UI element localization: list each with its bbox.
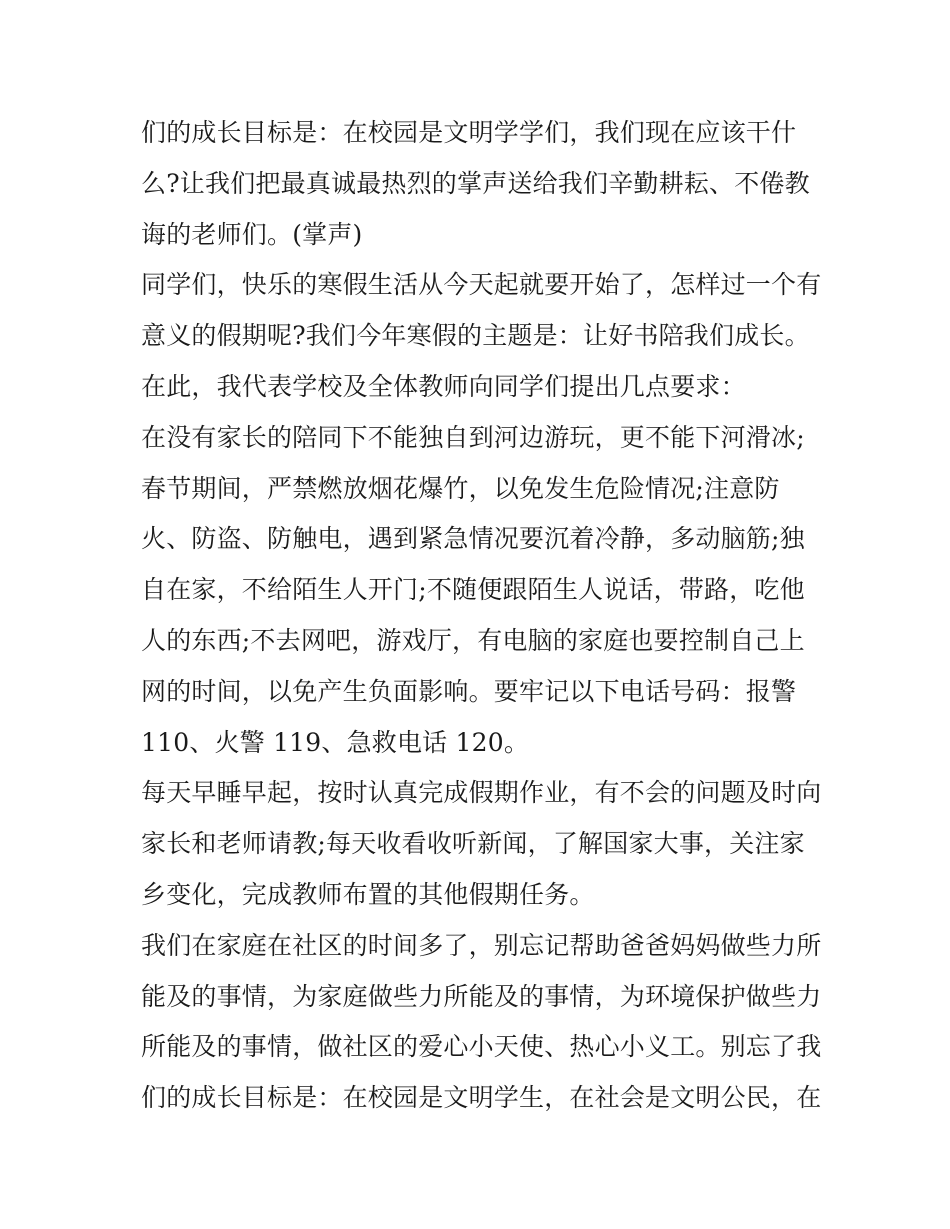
text-line: 家长和老师请教;每天收看收听新闻，了解国家大事，关注家 [141, 829, 805, 859]
text-line: 人的东西;不去网吧，游戏厅，有电脑的家庭也要控制自己上 [141, 625, 805, 655]
text-line: 乡变化，完成教师布置的其他假期任务。 [141, 879, 595, 909]
text-line: 春节期间，严禁燃放烟花爆竹，以免发生危险情况;注意防 [141, 473, 780, 503]
text-line: 们的成长目标是：在校园是文明学生，在社会是文明公民，在 [141, 1083, 822, 1113]
text-line: 每天早睡早起，按时认真完成假期作业，有不会的问题及时向 [141, 778, 822, 808]
text-line: 在没有家长的陪同下不能独自到河边游玩，更不能下河滑冰; [141, 422, 805, 452]
text-line: 火、防盗、防触电，遇到紧急情况要沉着冷静，多动脑筋;独 [141, 524, 805, 554]
text-line: 110、火警 119、急救电话 120。 [141, 727, 530, 757]
text-line: 我们在家庭在社区的时间多了，别忘记帮助爸爸妈妈做些力所 [141, 930, 822, 960]
text-line: 自在家，不给陌生人开门;不随便跟陌生人说话，带路，吃他 [141, 575, 805, 605]
document-body [141, 108, 831, 1124]
text-line: 么?让我们把最真诚最热烈的掌声送给我们辛勤耕耘、不倦教 [141, 168, 810, 198]
text-line: 在此，我代表学校及全体教师向同学们提出几点要求： [141, 371, 746, 401]
text-line: 诲的老师们。(掌声) [141, 219, 363, 249]
text-line: 所能及的事情，做社区的爱心小天使、热心小义工。别忘了我 [141, 1032, 822, 1062]
text-line: 意义的假期呢?我们今年寒假的主题是：让好书陪我们成长。 [141, 321, 810, 351]
text-line: 能及的事情，为家庭做些力所能及的事情，为环境保护做些力 [141, 981, 822, 1011]
text-line: 网的时间，以免产生负面影响。要牢记以下电话号码：报警 [141, 676, 797, 706]
text-line: 同学们，快乐的寒假生活从今天起就要开始了，怎样过一个有 [141, 270, 822, 300]
text-line: 们的成长目标是：在校园是文明学学们，我们现在应该干什 [141, 118, 797, 147]
